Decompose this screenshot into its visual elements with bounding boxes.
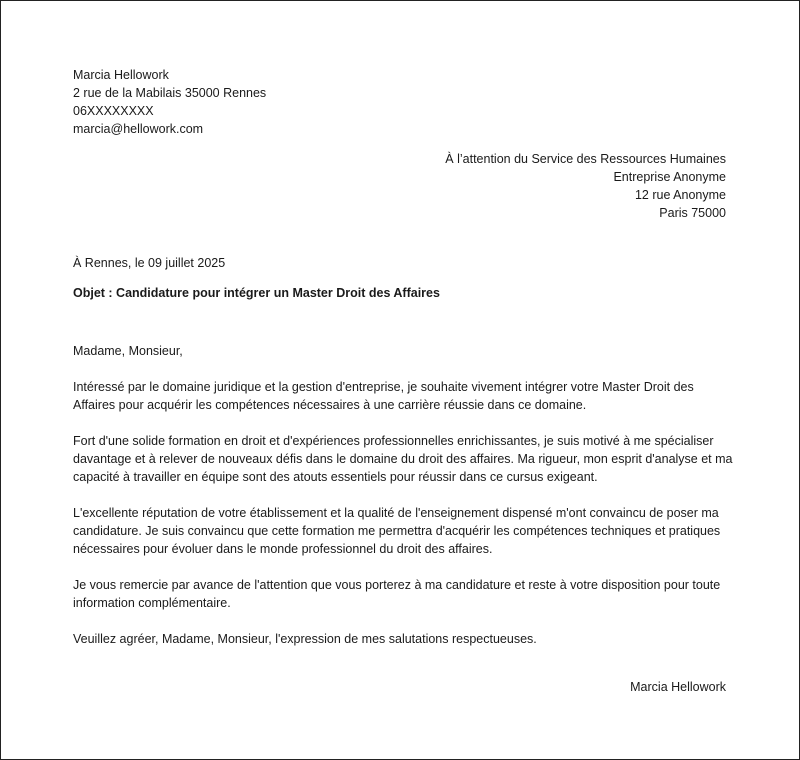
recipient-attention: À l’attention du Service des Ressources Humaines <box>445 152 726 166</box>
body-paragraph-3: L'excellente réputation de votre établissement et la qualité de l'enseignement dispensé m'ont convaincu de poser ma candidature. Je suis convaincu que cette formation me permettra d'acquérir les compétences techniques et pratiques nécessaires pour évoluer dans le monde professionnel du droit des affaires. <box>73 506 721 556</box>
sender-block <box>73 66 266 138</box>
recipient-city: Paris 75000 <box>659 206 726 220</box>
sender-address: 2 rue de la Mabilais 35000 Rennes <box>73 86 267 100</box>
closing-formula: Veuillez agréer, Madame, Monsieur, l'expression de mes salutations respectueuses. <box>73 632 537 646</box>
body-paragraph-1: Intéressé par le domaine juridique et la gestion d'entreprise, je souhaite vivement intégrer votre Master Droit des Affaires pour acquérir les compétences nécessaires à une carrière réussie dans ce domaine. <box>73 380 694 412</box>
recipient-street: 12 rue Anonyme <box>634 188 726 202</box>
sender-name: Marcia Hellowork <box>73 68 169 82</box>
signature: Marcia Hellowork <box>630 680 726 694</box>
letter-date: À Rennes, le 09 juillet 2025 <box>73 256 226 270</box>
letter-body <box>73 342 733 666</box>
sender-email: marcia@hellowork.com <box>73 122 204 136</box>
sender-phone: 06XXXXXXXX <box>73 104 154 118</box>
body-paragraph-2: Fort d'une solide formation en droit et d'expériences professionnelles enrichissantes, je suis motivé à me spécialiser davantage et à relever de nouveaux défis dans le domaine du droit des affaires. Ma rigueur, mon esprit d'analyse et ma capacité à travailler en équipe sont des atouts essentiels pour réussir dans ce cursus exigeant. <box>73 434 733 484</box>
recipient-block <box>445 150 726 222</box>
body-paragraph-4: Je vous remercie par avance de l'attention que vous porterez à ma candidature et reste à votre disposition pour toute information complémentaire. <box>73 578 721 610</box>
letter-subject: Objet : Candidature pour intégrer un Master Droit des Affaires <box>73 286 440 300</box>
recipient-company: Entreprise Anonyme <box>613 170 726 184</box>
greeting: Madame, Monsieur, <box>73 344 183 358</box>
